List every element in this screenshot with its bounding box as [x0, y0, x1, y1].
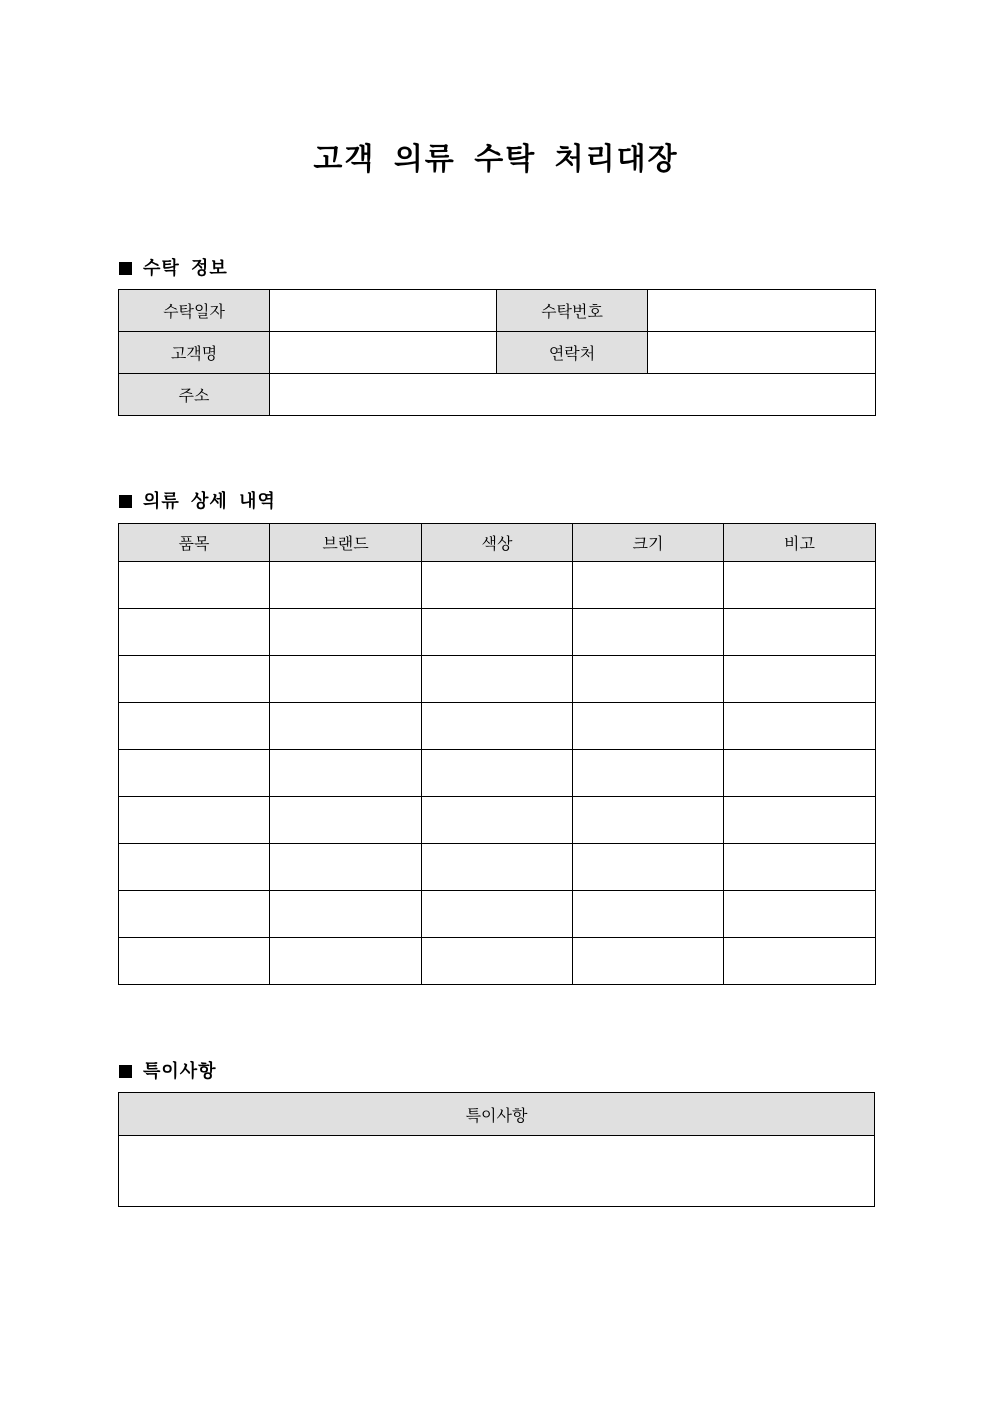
table-cell[interactable] — [422, 844, 573, 891]
table-cell[interactable] — [573, 562, 724, 609]
notes-field[interactable] — [119, 1136, 875, 1207]
table-cell[interactable] — [119, 797, 270, 844]
table-cell[interactable] — [573, 750, 724, 797]
table-cell[interactable] — [270, 609, 422, 656]
column-header-notes: 특이사항 — [119, 1093, 875, 1136]
table-row — [119, 332, 876, 374]
table-cell[interactable] — [119, 938, 270, 985]
square-bullet-icon — [119, 262, 132, 275]
table-header-row — [119, 524, 876, 562]
table-cell[interactable] — [724, 562, 876, 609]
table-cell[interactable] — [270, 797, 422, 844]
table-header-row — [119, 1093, 875, 1136]
table-row — [119, 797, 876, 844]
address-label: 주소 — [119, 374, 270, 416]
table-cell[interactable] — [119, 703, 270, 750]
table-cell[interactable] — [422, 562, 573, 609]
section-heading-notes — [119, 1057, 217, 1083]
square-bullet-icon — [119, 495, 132, 508]
table-cell[interactable] — [119, 750, 270, 797]
column-header-remarks: 비고 — [724, 524, 876, 562]
table-cell[interactable] — [573, 891, 724, 938]
table-cell[interactable] — [724, 703, 876, 750]
table-row — [119, 374, 876, 416]
table-cell[interactable] — [724, 750, 876, 797]
contact-label: 연락처 — [497, 332, 648, 374]
table-cell[interactable] — [724, 891, 876, 938]
number-label: 수탁번호 — [497, 290, 648, 332]
table-cell[interactable] — [573, 703, 724, 750]
customer-name-label: 고객명 — [119, 332, 270, 374]
table-cell[interactable] — [270, 750, 422, 797]
column-header-color: 색상 — [422, 524, 573, 562]
table-cell[interactable] — [573, 797, 724, 844]
table-cell[interactable] — [724, 656, 876, 703]
clothing-details-table — [118, 523, 876, 985]
table-cell[interactable] — [270, 703, 422, 750]
address-field[interactable] — [270, 374, 876, 416]
section-heading-clothing-details — [119, 487, 276, 513]
column-header-item: 품목 — [119, 524, 270, 562]
table-cell[interactable] — [573, 844, 724, 891]
table-cell[interactable] — [573, 609, 724, 656]
table-row — [119, 844, 876, 891]
notes-table — [118, 1092, 875, 1207]
section-heading-text: 수탁 정보 — [143, 258, 228, 279]
table-row — [119, 609, 876, 656]
table-row — [119, 938, 876, 985]
table-cell[interactable] — [270, 938, 422, 985]
table-row — [119, 656, 876, 703]
table-row — [119, 1136, 875, 1207]
table-cell[interactable] — [270, 562, 422, 609]
table-cell[interactable] — [119, 609, 270, 656]
table-cell[interactable] — [573, 656, 724, 703]
table-cell[interactable] — [422, 938, 573, 985]
table-cell[interactable] — [724, 609, 876, 656]
column-header-brand: 브랜드 — [270, 524, 422, 562]
table-cell[interactable] — [270, 891, 422, 938]
table-cell[interactable] — [119, 562, 270, 609]
square-bullet-icon — [119, 1065, 132, 1078]
table-cell[interactable] — [119, 891, 270, 938]
table-cell[interactable] — [422, 656, 573, 703]
customer-name-field[interactable] — [270, 332, 497, 374]
table-cell[interactable] — [422, 609, 573, 656]
page-title: 고객 의류 수탁 처리대장 — [313, 142, 679, 177]
table-cell[interactable] — [724, 797, 876, 844]
table-cell[interactable] — [422, 891, 573, 938]
number-field[interactable] — [648, 290, 876, 332]
column-header-size: 크기 — [573, 524, 724, 562]
table-cell[interactable] — [422, 797, 573, 844]
table-cell[interactable] — [119, 844, 270, 891]
table-cell[interactable] — [270, 656, 422, 703]
table-cell[interactable] — [422, 750, 573, 797]
table-row — [119, 562, 876, 609]
consignment-info-table — [118, 289, 876, 416]
table-cell[interactable] — [724, 844, 876, 891]
table-row — [119, 750, 876, 797]
section-heading-text: 특이사항 — [143, 1061, 217, 1082]
table-cell[interactable] — [270, 844, 422, 891]
section-heading-text: 의류 상세 내역 — [143, 491, 276, 512]
table-cell[interactable] — [573, 938, 724, 985]
table-cell[interactable] — [422, 703, 573, 750]
section-heading-consignment-info — [119, 254, 228, 280]
date-label: 수탁일자 — [119, 290, 270, 332]
table-cell[interactable] — [119, 656, 270, 703]
table-cell[interactable] — [724, 938, 876, 985]
date-field[interactable] — [270, 290, 497, 332]
table-row — [119, 290, 876, 332]
table-row — [119, 703, 876, 750]
table-row — [119, 891, 876, 938]
contact-field[interactable] — [648, 332, 876, 374]
